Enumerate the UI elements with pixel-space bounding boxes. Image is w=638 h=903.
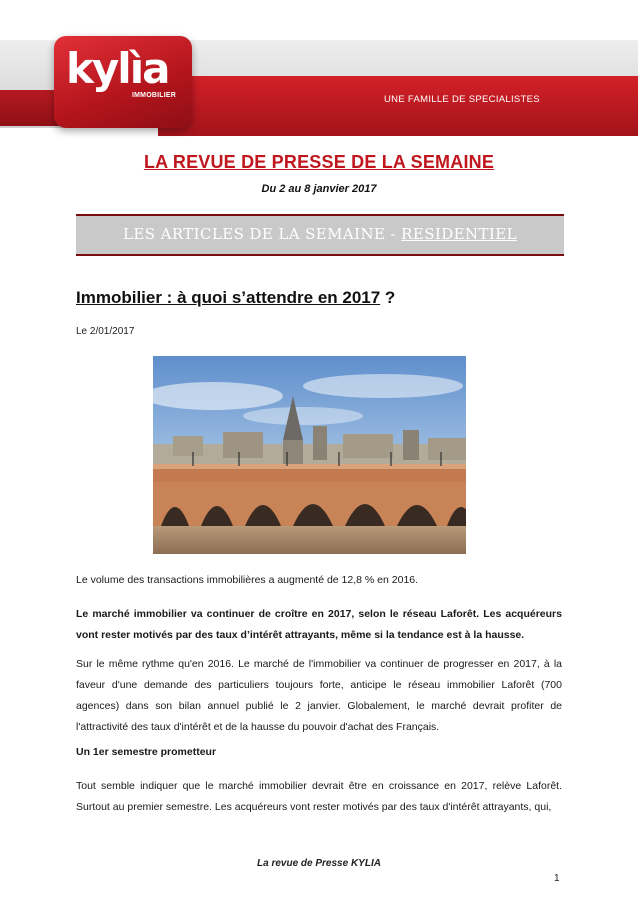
article-paragraph-3: Tout semble indiquer que le marché immobilier devrait être en croissance en 2017, relève Laforêt. Surtout au premier semestre. Les acquéreurs vont rester motivés par des taux d'intérêt attrayants, qui, <box>76 780 562 813</box>
article-title <box>76 288 395 308</box>
logo-subtitle: IMMOBILIER <box>132 92 176 99</box>
section-title-accent: RESIDENTIEL <box>401 225 517 243</box>
article-title-main: Immobilier : à quoi s’attendre en 2017 <box>76 288 381 307</box>
section-title-prefix: LES ARTICLES DE LA SEMAINE - <box>123 225 402 243</box>
article-lead-paragraph: Le marché immobilier va continuer de croître en 2017, selon le réseau Laforêt. Les acquéreurs vont rester motivés par des taux d’intérêt attrayants, même si la tendance est à la hausse. <box>76 608 562 641</box>
page-number: 1 <box>554 873 560 884</box>
page-footer: La revue de Presse KYLIA <box>257 858 381 869</box>
section-title <box>76 225 564 243</box>
header-slogan: UNE FAMILLE DE SPECIALISTES <box>384 94 540 105</box>
kylia-logo <box>54 36 192 128</box>
header-band-left <box>0 90 60 126</box>
article-photo-bridge <box>153 356 466 554</box>
article-subheading: Un 1er semestre prometteur <box>76 746 217 758</box>
logo-text: kylìa <box>66 44 169 93</box>
article-paragraph-2: Sur le même rythme qu'en 2016. Le marché de l'immobilier va continuer de progresser en 2017, à la faveur d'une demande des particuliers toujours forte, anticipe le réseau immobilier Laforêt (700 agences) dans son bilan annuel publié le 2 janvier. Globalement, le marché devrait profiter de l'attractivité des taux d'intérêt et de la hausse du pouvoir d'achat des Français. <box>76 658 562 733</box>
article-title-suffix: ? <box>380 288 396 307</box>
section-banner <box>76 214 564 256</box>
header-band-red <box>158 76 638 136</box>
page-header <box>0 28 638 128</box>
article-date: Le 2/01/2017 <box>76 326 135 337</box>
date-range: Du 2 au 8 janvier 2017 <box>261 183 377 195</box>
article-paragraph-1: Le volume des transactions immobilières a augmenté de 12,8 % en 2016. <box>76 574 419 586</box>
page-title: LA REVUE DE PRESSE DE LA SEMAINE <box>143 152 495 172</box>
